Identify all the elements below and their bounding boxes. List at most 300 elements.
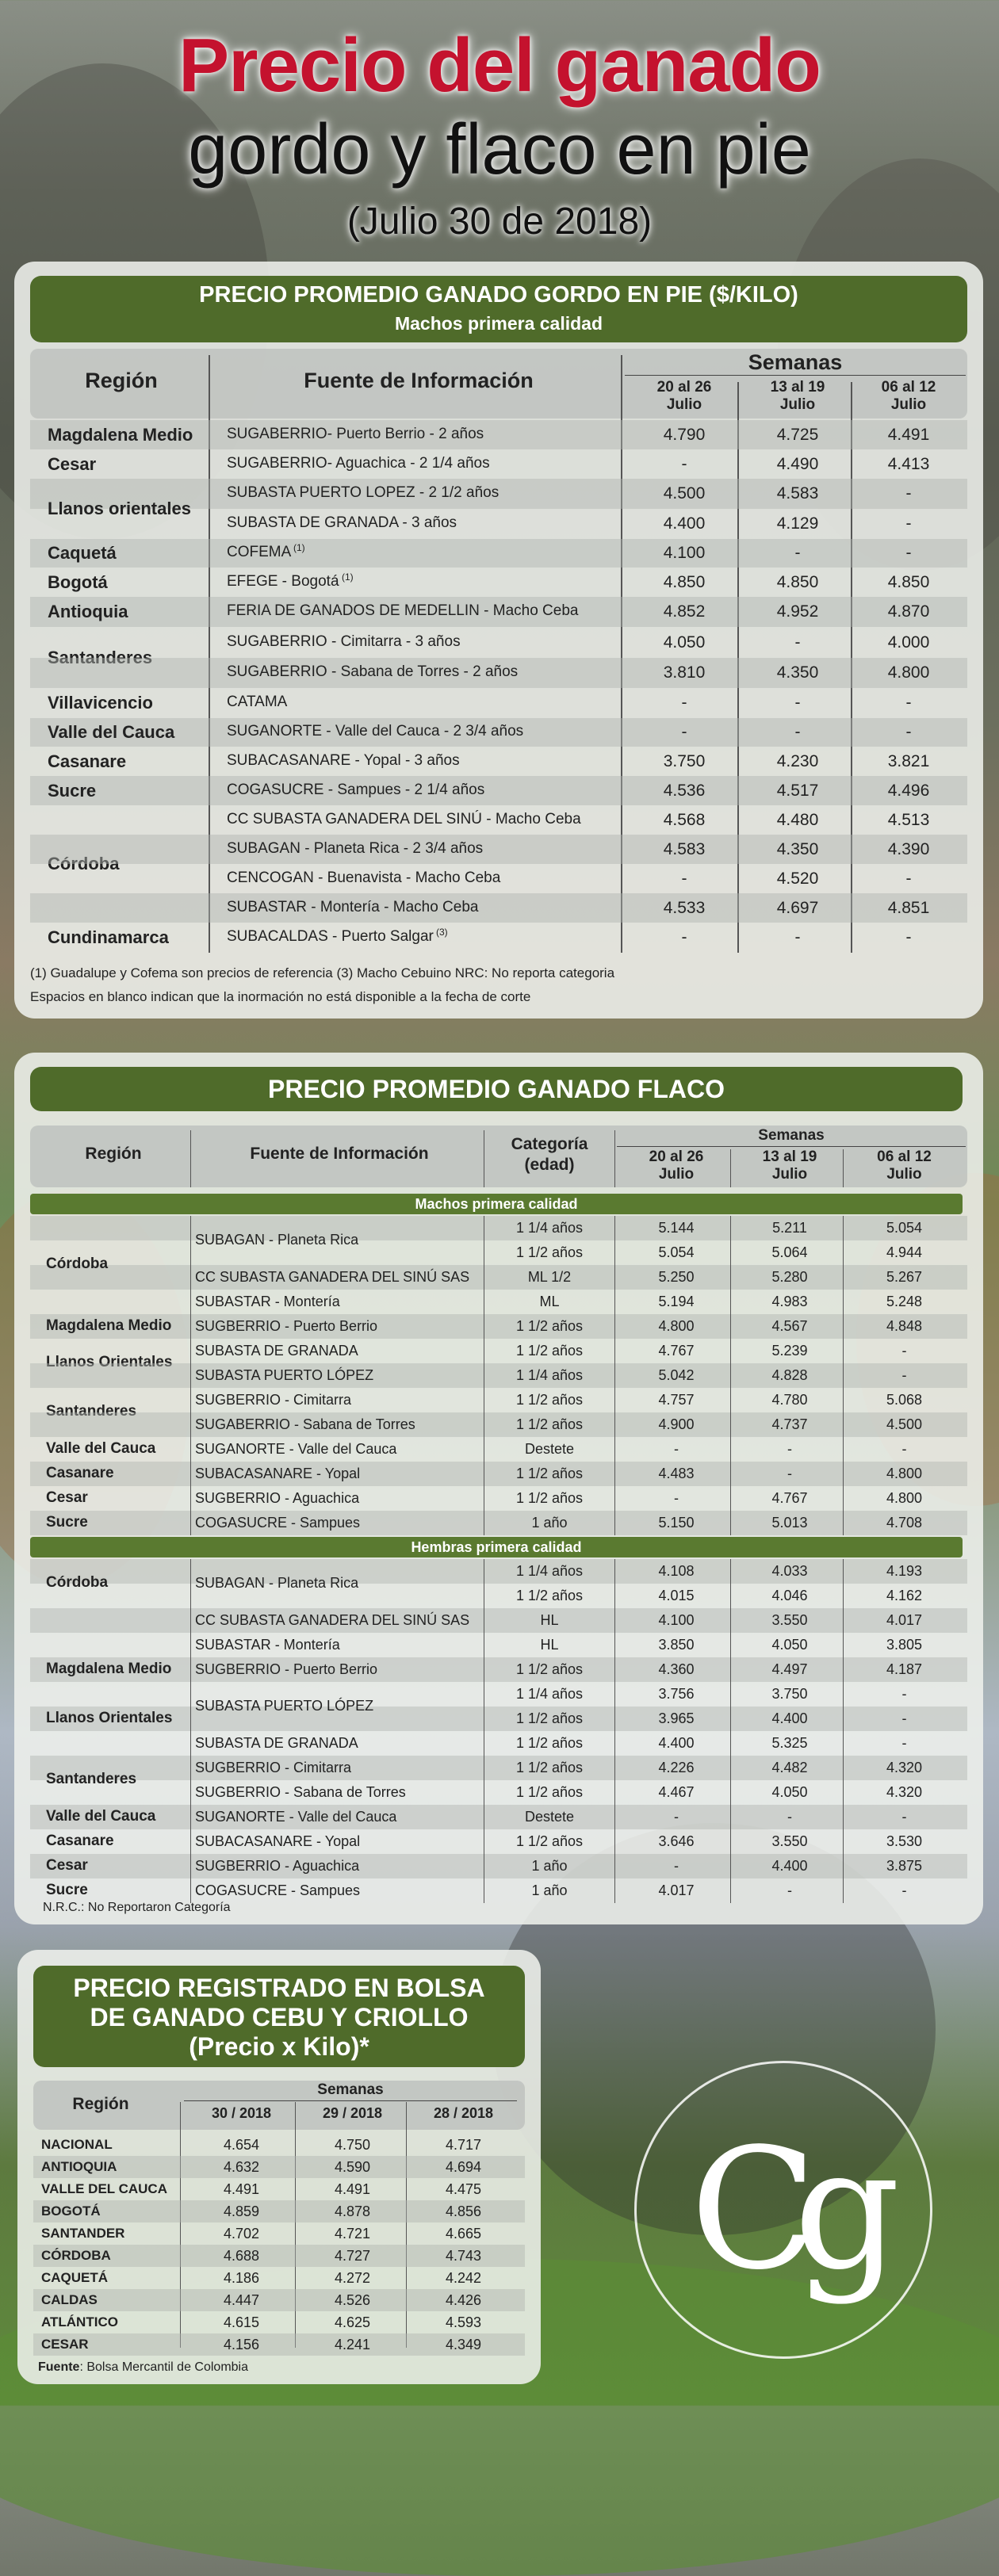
price-value: 4.848 — [886, 1317, 923, 1334]
price-value: - — [901, 1440, 907, 1457]
price-value: 4.717 — [445, 2137, 482, 2153]
table-row — [14, 1756, 983, 1787]
col-header-region: Región — [85, 1145, 142, 1163]
price-value: 4.272 — [334, 2270, 371, 2286]
cg-logo-text: Cg — [690, 2112, 877, 2307]
price-value: - — [905, 514, 912, 533]
divider — [730, 1216, 731, 1535]
price-value: 5.042 — [658, 1366, 695, 1383]
table-row — [17, 2311, 541, 2333]
price-value: - — [905, 484, 912, 503]
region-label: CALDAS — [41, 2292, 98, 2307]
price-value: 5.211 — [772, 1219, 807, 1236]
region-label: Santanderes — [48, 647, 153, 667]
table-row — [17, 2333, 541, 2356]
price-value: 4.526 — [334, 2292, 371, 2308]
table-row — [14, 1805, 983, 1829]
region-label: Santanderes — [46, 1771, 137, 1787]
gordo-footnote: (1) Guadalupe y Cofema son precios de referencia (3) Macho Cebuino NRC: No reporta categoria — [30, 965, 615, 980]
price-value: 4.015 — [658, 1587, 695, 1603]
table-row — [14, 539, 983, 568]
price-value: 4.708 — [886, 1514, 923, 1531]
price-value: 4.517 — [776, 781, 819, 800]
region-label: Casanare — [48, 751, 127, 771]
source-label: SUBASTA PUERTO LÓPEZ — [195, 1698, 374, 1714]
price-value: 4.828 — [771, 1366, 808, 1383]
price-value: 4.050 — [771, 1636, 808, 1653]
price-value: 4.187 — [886, 1661, 923, 1677]
gordo-panel — [14, 262, 983, 1019]
source-label: SUBASTAR - Montería — [195, 1293, 340, 1309]
price-value: 3.550 — [771, 1833, 808, 1849]
price-value: 4.242 — [445, 2270, 482, 2286]
table-row — [14, 776, 983, 805]
col-header-region: Región — [85, 369, 158, 392]
table-row — [14, 864, 983, 893]
col-header-weeks: Semanas — [748, 350, 843, 374]
price-value: 4.615 — [223, 2314, 260, 2330]
region-label: Córdoba — [46, 1256, 109, 1272]
category-value: 1 1/2 años — [515, 1416, 584, 1432]
price-value: 4.496 — [887, 781, 930, 800]
gordo-footnote-2: Espacios en blanco indican que la inormación no está disponible a la fecha de corte — [30, 989, 531, 1004]
table-row — [17, 2245, 541, 2267]
price-value: 3.810 — [663, 663, 706, 682]
price-value: 4.400 — [771, 1710, 808, 1726]
price-value: 4.727 — [334, 2248, 371, 2264]
table-row — [14, 627, 983, 667]
region-label: Casanare — [46, 1832, 114, 1849]
price-value: 4.757 — [658, 1391, 695, 1408]
region-label: Magdalena Medio — [46, 1660, 172, 1677]
category-value: 1 1/2 años — [515, 1342, 584, 1359]
table-row — [14, 1412, 983, 1437]
region-label: Valle del Cauca — [46, 1807, 156, 1825]
source-label: SUBASTA PUERTO LÓPEZ — [195, 1366, 374, 1383]
price-value: - — [905, 544, 912, 562]
price-value: 4.520 — [776, 869, 819, 888]
col-header-category-age: (edad) — [524, 1156, 575, 1174]
price-value: 4.320 — [886, 1759, 923, 1775]
region-label: Valle del Cauca — [46, 1439, 156, 1457]
price-value: - — [681, 454, 687, 473]
source-label: SUBASTA DE GRANADA - 3 años — [227, 514, 457, 531]
cg-logo — [634, 2061, 932, 2359]
category-value: 1 1/4 años — [515, 1366, 584, 1383]
price-value: 4.851 — [887, 898, 930, 917]
price-value: 4.952 — [776, 602, 819, 621]
price-value: 4.568 — [663, 810, 706, 829]
table-row — [14, 1731, 983, 1756]
category-value: 1 1/2 años — [515, 1710, 584, 1726]
price-value: 3.875 — [886, 1857, 923, 1874]
region-label: Magdalena Medio — [46, 1317, 172, 1334]
region-label: Llanos Orientales — [46, 1709, 173, 1726]
week-month: Julio — [886, 1166, 922, 1183]
price-value: - — [901, 1685, 907, 1702]
week-header: 13 al 19 — [762, 1148, 817, 1165]
divider — [190, 1559, 191, 1903]
source-label: SUGABERRIO - Cimitarra - 3 años — [227, 633, 461, 650]
source-label: SUGABERRIO - Sabana de Torres - 2 años — [227, 663, 519, 680]
category-value: 1 1/2 años — [515, 1317, 584, 1334]
source-label: SUGBERRIO - Cimitarra — [195, 1391, 352, 1408]
region-label: Córdoba — [48, 854, 120, 873]
price-value: 4.878 — [334, 2203, 371, 2219]
col-header-weeks: Semanas — [758, 1127, 825, 1144]
category-value: 1 1/4 años — [515, 1562, 584, 1579]
price-value: 4.100 — [663, 544, 706, 562]
table-row — [14, 1388, 983, 1420]
gordo-title: PRECIO PROMEDIO GANADO GORDO EN PIE ($/KILO) — [199, 282, 798, 308]
table-row — [14, 1462, 983, 1486]
table-row — [14, 479, 983, 518]
price-value: 4.852 — [663, 602, 706, 621]
region-label: Sucre — [46, 1881, 88, 1898]
table-row — [14, 658, 983, 688]
table-row — [14, 1559, 983, 1584]
price-value: 4.426 — [445, 2292, 482, 2308]
price-value: 4.193 — [886, 1562, 923, 1579]
price-value: 4.583 — [663, 839, 706, 858]
source-label: SUBASTAR - Montería - Macho Ceba — [227, 898, 479, 915]
category-value: Destete — [524, 1808, 575, 1825]
price-value: 4.000 — [887, 633, 930, 652]
price-value: - — [674, 1489, 679, 1506]
source-label: CC SUBASTA GANADERA DEL SINÚ - Macho Ceba — [227, 810, 581, 827]
region-label: BOGOTÁ — [41, 2203, 101, 2219]
category-value: 1 1/4 años — [515, 1219, 584, 1236]
source-label: SUGBERRIO - Aguachica — [195, 1489, 360, 1506]
price-value: - — [901, 1710, 907, 1726]
col-header-region: Región — [72, 2095, 129, 2113]
price-value: - — [794, 544, 801, 562]
table-row — [17, 2178, 541, 2200]
price-value: 4.654 — [223, 2137, 260, 2153]
price-value: 4.400 — [771, 1857, 808, 1874]
source-label: COGASUCRE - Sampues - 2 1/4 años — [227, 781, 485, 798]
divider — [190, 1216, 191, 1535]
price-value: 4.533 — [663, 898, 706, 917]
divider — [614, 1130, 615, 1187]
price-value: 4.482 — [771, 1759, 808, 1775]
section-bar: Machos primera calidad — [30, 1194, 963, 1214]
price-value: 5.248 — [886, 1293, 923, 1309]
source-label: SUBACALDAS - Puerto Salgar — [227, 928, 434, 945]
price-value: 5.144 — [658, 1219, 695, 1236]
price-value: 4.017 — [886, 1611, 923, 1628]
price-value: 4.800 — [887, 663, 930, 682]
price-value: - — [794, 694, 801, 712]
price-value: - — [901, 1342, 907, 1359]
region-label: CÓRDOBA — [41, 2248, 111, 2263]
price-value: - — [905, 928, 912, 946]
source-label: SUGBERRIO - Sabana de Torres — [195, 1783, 406, 1800]
price-value: 4.050 — [663, 633, 706, 652]
price-value: 4.413 — [887, 454, 930, 473]
price-value: 4.497 — [771, 1661, 808, 1677]
price-value: - — [674, 1857, 679, 1874]
table-row — [14, 718, 983, 747]
bolsa-title-line2: DE GANADO CEBU Y CRIOLLO — [90, 2003, 469, 2031]
table-row — [14, 893, 983, 923]
bolsa-source-label: Fuente — [38, 2360, 80, 2374]
price-value: 3.750 — [771, 1685, 808, 1702]
week-month: Julio — [666, 396, 702, 413]
region-label: Magdalena Medio — [48, 424, 193, 445]
price-value: 5.064 — [771, 1244, 808, 1260]
gordo-title-bar — [30, 276, 967, 342]
price-value: 4.800 — [886, 1489, 923, 1506]
divider — [184, 2100, 517, 2101]
week-month: Julio — [890, 396, 927, 413]
price-value: - — [794, 723, 801, 741]
page-title: Precio del ganado — [178, 23, 821, 108]
price-value: - — [787, 1465, 792, 1481]
table-row — [14, 1698, 983, 1731]
table-row — [14, 1486, 983, 1511]
region-label: Llanos Orientales — [46, 1354, 173, 1370]
price-value: 4.780 — [771, 1391, 808, 1408]
category-value: 1 año — [531, 1514, 568, 1531]
price-value: 4.046 — [771, 1587, 808, 1603]
table-row — [14, 1829, 983, 1854]
category-value: 1 1/4 años — [515, 1685, 584, 1702]
page-title-line2: gordo y flaco en pie — [188, 110, 811, 189]
bolsa-title-line3: (Precio x Kilo)* — [189, 2032, 369, 2061]
price-value: 5.194 — [658, 1293, 695, 1309]
source-label: SUBACASANARE - Yopal — [195, 1833, 361, 1849]
price-value: 3.850 — [658, 1636, 695, 1653]
price-value: 4.162 — [886, 1587, 923, 1603]
region-label: Cesar — [46, 1489, 88, 1506]
price-value: 4.350 — [776, 663, 819, 682]
table-row — [14, 1232, 983, 1265]
category-value: 1 1/2 años — [515, 1661, 584, 1677]
price-value: 4.186 — [223, 2270, 260, 2286]
price-value: 4.490 — [776, 454, 819, 473]
price-value: - — [905, 694, 912, 712]
flaco-title-bar — [30, 1067, 963, 1111]
col-header-source: Fuente de Información — [250, 1145, 429, 1163]
table-row — [14, 747, 983, 776]
category-value: 1 año — [531, 1857, 568, 1874]
category-value: HL — [540, 1611, 559, 1628]
price-value: 4.737 — [771, 1416, 808, 1432]
week-header: 06 al 12 — [877, 1148, 932, 1165]
price-value: 4.694 — [445, 2159, 482, 2175]
source-label: COGASUCRE - Sampues — [195, 1882, 361, 1898]
source-label: CENCOGAN - Buenavista - Macho Ceba — [227, 869, 501, 886]
price-value: - — [681, 723, 687, 741]
table-row — [14, 923, 983, 953]
source-label: CATAMA — [227, 694, 288, 710]
price-value: 4.230 — [776, 751, 819, 770]
source-label: COFEMA — [227, 544, 292, 560]
price-value: 4.590 — [334, 2159, 371, 2175]
price-value: 4.743 — [445, 2248, 482, 2264]
week-month: Julio — [771, 1166, 808, 1183]
source-label: SUGBERRIO - Aguachica — [195, 1857, 360, 1874]
region-label: VALLE DEL CAUCA — [41, 2181, 167, 2196]
price-value: 4.400 — [663, 514, 706, 533]
price-value: 3.756 — [658, 1685, 695, 1702]
footnote-marker: (1) — [342, 571, 354, 583]
source-label: SUBASTA DE GRANADA — [195, 1342, 358, 1359]
price-value: 5.325 — [771, 1734, 808, 1751]
table-row — [14, 1657, 983, 1682]
price-value: 3.821 — [887, 751, 930, 770]
source-label: SUGANORTE - Valle del Cauca - 2 3/4 años — [227, 723, 524, 740]
table-row — [14, 1314, 983, 1339]
category-value: 1 1/2 años — [515, 1759, 584, 1775]
price-value: 4.467 — [658, 1783, 695, 1800]
price-value: 4.697 — [776, 898, 819, 917]
table-row — [14, 1256, 983, 1290]
divider — [843, 1559, 844, 1903]
divider — [730, 1149, 731, 1187]
divider — [190, 1130, 191, 1187]
table-row — [17, 2289, 541, 2311]
table-row — [14, 420, 983, 449]
table-row — [14, 1633, 983, 1657]
category-value: 1 1/2 años — [515, 1833, 584, 1849]
category-value: 1 1/2 años — [515, 1783, 584, 1800]
region-label: Bogotá — [48, 571, 108, 592]
page-date: (Julio 30 de 2018) — [346, 201, 653, 243]
table-row — [14, 688, 983, 718]
source-label: SUBACASANARE - Yopal — [195, 1465, 361, 1481]
region-label: NACIONAL — [41, 2137, 113, 2152]
source-label: COGASUCRE - Sampues — [195, 1514, 361, 1531]
price-value: 4.856 — [445, 2203, 482, 2219]
price-value: 4.583 — [776, 484, 819, 503]
price-value: 4.767 — [658, 1342, 695, 1359]
divider — [614, 1559, 615, 1903]
price-value: 4.513 — [887, 810, 930, 829]
price-value: - — [674, 1808, 679, 1825]
price-value: - — [787, 1440, 792, 1457]
price-value: 3.965 — [658, 1710, 695, 1726]
week-header: 13 al 19 — [770, 379, 825, 396]
flaco-footnote: N.R.C.: No Reportaron Categoría — [43, 1901, 231, 1914]
category-value: 1 1/2 años — [515, 1465, 584, 1481]
region-label: SANTANDER — [41, 2226, 125, 2241]
region-label: Santanderes — [46, 1403, 137, 1420]
source-label: SUBAGAN - Planeta Rica — [195, 1575, 359, 1591]
table-row — [17, 2156, 541, 2178]
region-label: CESAR — [41, 2337, 89, 2352]
price-value: 4.800 — [886, 1465, 923, 1481]
price-value: - — [901, 1366, 907, 1383]
price-value: 5.054 — [658, 1244, 695, 1260]
divider — [730, 1559, 731, 1903]
footnote-marker: (3) — [436, 927, 448, 938]
bolsa-panel — [17, 1950, 541, 2384]
table-row — [14, 1363, 983, 1388]
source-label: SUBASTAR - Montería — [195, 1636, 340, 1653]
price-value: 4.983 — [771, 1293, 808, 1309]
price-value: 4.665 — [445, 2226, 482, 2242]
table-row — [17, 2200, 541, 2222]
table-row — [14, 1290, 983, 1314]
price-value: 4.702 — [223, 2226, 260, 2242]
region-label: Llanos orientales — [48, 499, 191, 518]
price-value: 4.767 — [771, 1489, 808, 1506]
table-row — [14, 1854, 983, 1878]
price-value: 4.536 — [663, 781, 706, 800]
price-value: 4.625 — [334, 2314, 371, 2330]
price-value: 5.239 — [771, 1342, 808, 1359]
table-row — [14, 1574, 983, 1608]
gordo-subtitle: Machos primera calidad — [394, 313, 603, 334]
price-value: 4.900 — [658, 1416, 695, 1432]
source-label: SUBAGAN - Planeta Rica - 2 3/4 años — [227, 839, 484, 857]
price-value: 5.250 — [658, 1268, 695, 1285]
price-value: 4.850 — [776, 572, 819, 591]
table-row — [14, 1780, 983, 1805]
price-value: 4.241 — [334, 2337, 371, 2352]
table-row — [14, 835, 983, 864]
price-value: 5.013 — [771, 1514, 808, 1531]
flaco-panel — [14, 1053, 983, 1924]
divider — [625, 375, 966, 376]
category-value: 1 1/2 años — [515, 1244, 584, 1260]
category-value: 1 1/2 años — [515, 1734, 584, 1751]
price-value: - — [681, 928, 687, 946]
price-value: 4.850 — [663, 572, 706, 591]
price-value: 4.349 — [445, 2337, 482, 2352]
source-label: SUGBERRIO - Puerto Berrio — [195, 1661, 378, 1677]
col-header-source: Fuente de Información — [304, 369, 534, 392]
price-value: - — [787, 1808, 792, 1825]
region-label: ANTIOQUIA — [41, 2159, 117, 2174]
price-value: 4.129 — [776, 514, 819, 533]
price-value: 4.491 — [887, 425, 930, 444]
region-label: Sucre — [46, 1513, 88, 1531]
source-label: EFEGE - Bogotá — [227, 572, 339, 590]
source-label: SUGBERRIO - Puerto Berrio — [195, 1317, 378, 1334]
region-label: Antioquia — [48, 602, 128, 621]
price-value: 3.550 — [771, 1611, 808, 1628]
source-label: FERIA DE GANADOS DE MEDELLIN - Macho Ceba — [227, 602, 579, 619]
price-value: 4.632 — [223, 2159, 260, 2175]
price-value: - — [681, 869, 687, 888]
table-row — [17, 2134, 541, 2156]
section-bar: Hembras primera calidad — [30, 1537, 963, 1557]
divider — [843, 1216, 844, 1535]
category-value: ML 1/2 — [527, 1268, 572, 1285]
table-row — [14, 1437, 983, 1462]
price-value: 4.790 — [663, 425, 706, 444]
region-label: Cundinamarca — [48, 927, 169, 947]
price-value: 3.805 — [886, 1636, 923, 1653]
table-row — [14, 597, 983, 627]
flaco-title: PRECIO PROMEDIO GANADO FLACO — [267, 1075, 725, 1103]
divider — [843, 1149, 844, 1187]
table-row — [14, 1511, 983, 1535]
price-value: 3.646 — [658, 1833, 695, 1849]
price-value: 4.100 — [658, 1611, 695, 1628]
price-value: 4.475 — [445, 2181, 482, 2197]
table-row — [17, 2222, 541, 2245]
table-row — [14, 1682, 983, 1707]
region-label: ATLÁNTICO — [41, 2314, 118, 2329]
category-value: 1 año — [531, 1882, 568, 1898]
source-label: CC SUBASTA GANADERA DEL SINÚ SAS — [195, 1611, 470, 1628]
price-value: - — [905, 869, 912, 888]
source-label: SUGABERRIO- Aguachica - 2 1/4 años — [227, 454, 490, 472]
